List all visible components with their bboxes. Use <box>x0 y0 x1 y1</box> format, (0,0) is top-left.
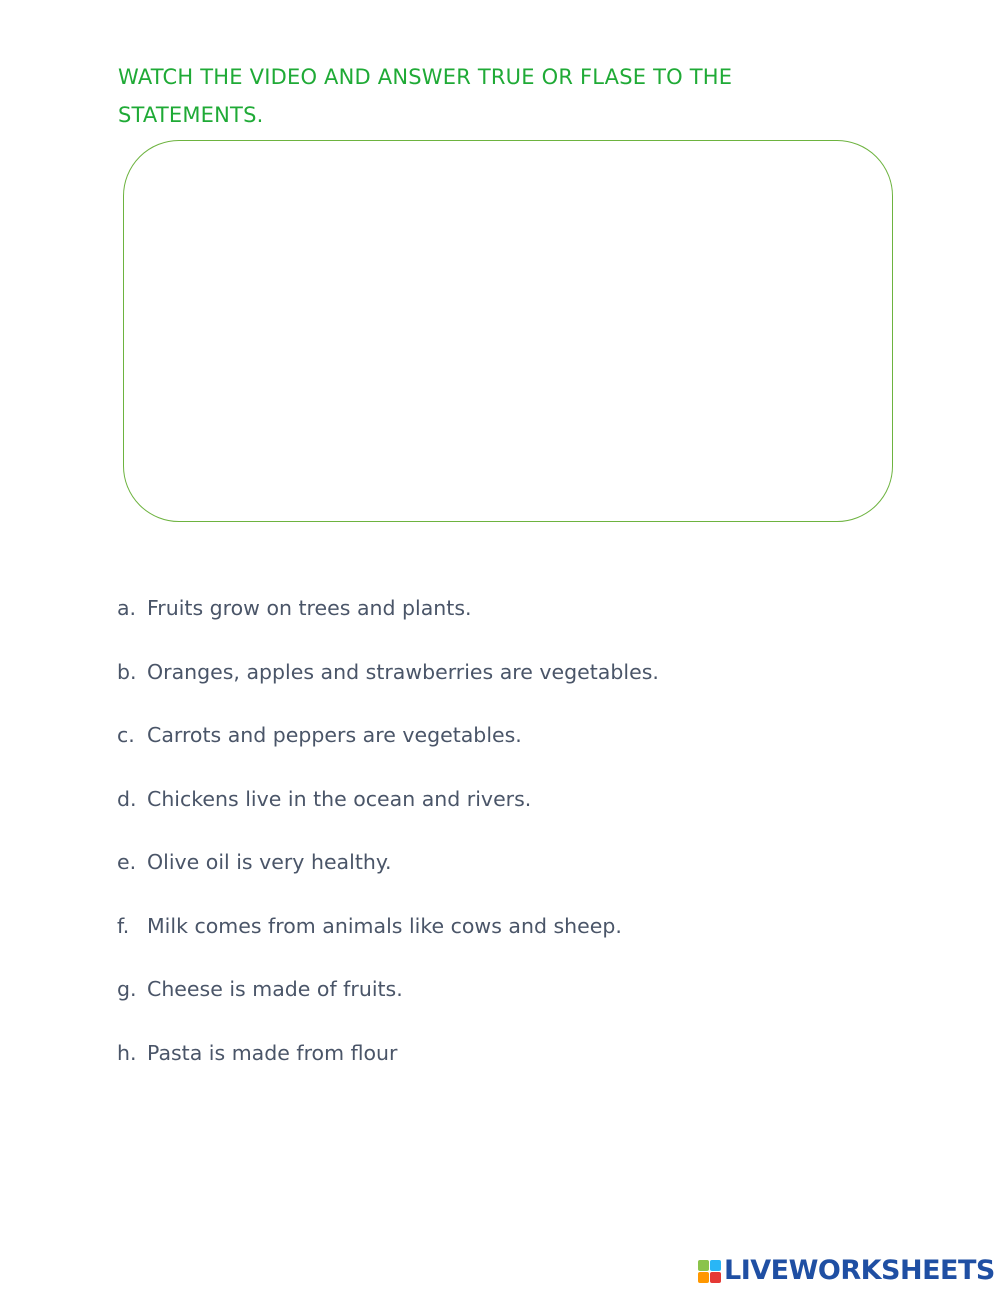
statement-text: Pasta is made from flour <box>147 1040 398 1065</box>
statement-list <box>117 596 659 1104</box>
statement-text: Fruits grow on trees and plants. <box>147 596 472 620</box>
statement-letter: h. <box>117 1040 137 1065</box>
logo-mark-square <box>698 1272 709 1283</box>
instructions-heading: WATCH THE VIDEO AND ANSWER TRUE OR FLASE TO THE STATEMENTS. <box>118 65 733 127</box>
liveworksheets-logo <box>698 1256 995 1286</box>
statement-item <box>117 977 659 1041</box>
logo-mark-square <box>710 1272 721 1283</box>
statement-text: Chickens live in the ocean and rivers. <box>147 786 532 811</box>
statement-item <box>117 1041 659 1105</box>
statement-letter: e. <box>117 850 137 874</box>
statement-letter: f. <box>117 913 130 938</box>
statement-item <box>117 660 659 724</box>
statement-letter: g. <box>117 977 137 1001</box>
video-player-box[interactable] <box>123 140 893 522</box>
statement-text: Milk comes from animals like cows and sheep. <box>147 913 622 938</box>
statement-text: Carrots and peppers are vegetables. <box>147 723 522 747</box>
statement-text: Olive oil is very healthy. <box>147 850 392 874</box>
statement-letter: c. <box>117 723 135 747</box>
logo-mark-square <box>710 1260 721 1271</box>
statement-letter: b. <box>117 659 137 684</box>
statement-item <box>117 850 659 914</box>
statement-letter: a. <box>117 596 137 620</box>
statement-item <box>117 787 659 851</box>
statement-text: Cheese is made of fruits. <box>147 977 403 1001</box>
statement-item <box>117 723 659 787</box>
statement-text: Oranges, apples and strawberries are vegetables. <box>147 659 659 684</box>
logo-mark-square <box>698 1260 709 1271</box>
logo-mark-icon <box>698 1260 721 1283</box>
statement-letter: d. <box>117 786 137 811</box>
statement-item <box>117 596 659 660</box>
logo-text: LIVEWORKSHEETS <box>724 1255 995 1286</box>
statement-item <box>117 914 659 978</box>
